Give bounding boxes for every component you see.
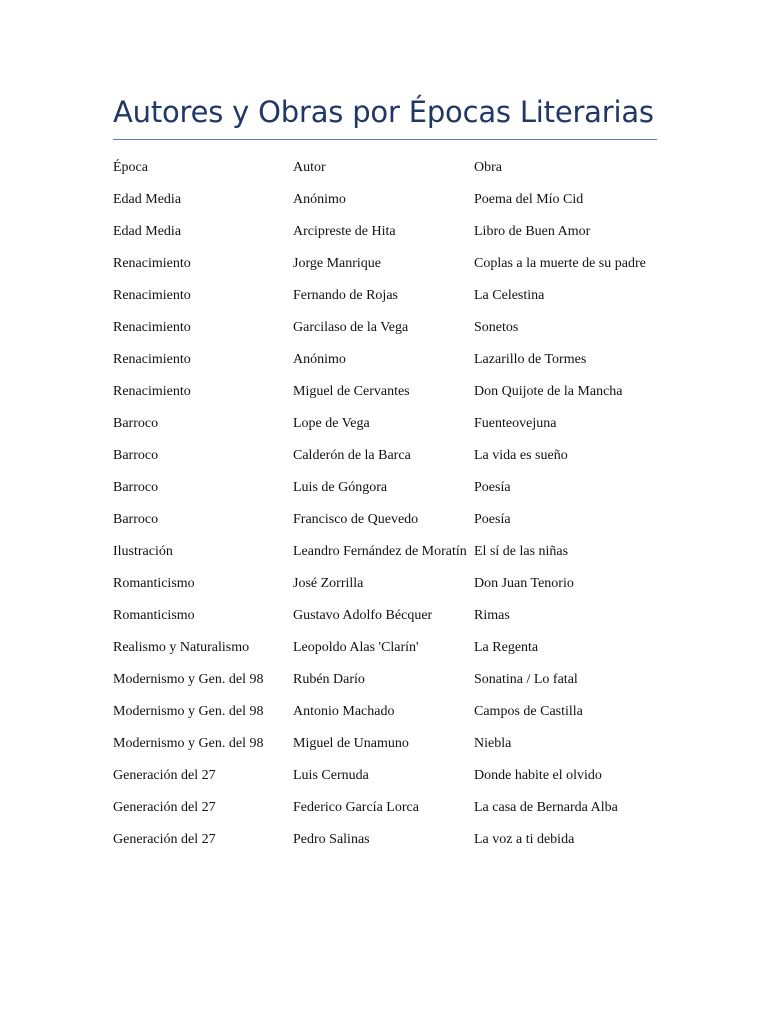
cell-epoca: Barroco [113, 512, 159, 527]
cell-epoca: Modernismo y Gen. del 98 [113, 704, 264, 719]
table-row [113, 382, 657, 414]
cell-epoca: Edad Media [113, 192, 182, 207]
cell-autor: Jorge Manrique [293, 256, 381, 271]
table-row [113, 254, 657, 286]
title-underline [113, 139, 657, 140]
table-row [113, 318, 657, 350]
cell-epoca: Edad Media [113, 224, 182, 239]
table-row [113, 414, 657, 446]
cell-epoca: Renacimiento [113, 256, 191, 271]
cell-autor: Antonio Machado [293, 704, 395, 719]
table-row [113, 766, 657, 798]
cell-obra: La vida es sueño [474, 448, 568, 463]
cell-epoca: Renacimiento [113, 288, 191, 303]
table-row [113, 286, 657, 318]
cell-autor: Calderón de la Barca [293, 448, 411, 463]
cell-autor: Luis de Góngora [293, 480, 388, 495]
table-row [113, 478, 657, 510]
cell-epoca: Generación del 27 [113, 768, 216, 783]
cell-obra: La casa de Bernarda Alba [474, 800, 618, 815]
cell-autor: Leopoldo Alas 'Clarín' [293, 640, 419, 655]
cell-obra: Don Quijote de la Mancha [474, 384, 623, 399]
cell-epoca: Ilustración [113, 544, 173, 559]
cell-autor: Arcipreste de Hita [293, 224, 396, 239]
cell-autor: Lope de Vega [293, 416, 370, 431]
cell-epoca: Renacimiento [113, 320, 191, 335]
cell-autor: Federico García Lorca [293, 800, 419, 815]
cell-epoca: Barroco [113, 448, 159, 463]
cell-obra: Don Juan Tenorio [474, 576, 574, 591]
cell-obra: Rimas [474, 608, 510, 623]
cell-autor: Miguel de Unamuno [293, 736, 409, 751]
table-row [113, 574, 657, 606]
cell-autor: Leandro Fernández de Moratín [293, 544, 467, 559]
cell-autor: Gustavo Adolfo Bécquer [293, 608, 433, 623]
cell-autor: Pedro Salinas [293, 832, 370, 847]
cell-obra: El sí de las niñas [474, 544, 569, 559]
cell-obra: Poesía [474, 480, 511, 495]
cell-autor: Miguel de Cervantes [293, 384, 410, 399]
cell-epoca: Romanticismo [113, 608, 195, 623]
cell-autor: Anónimo [293, 352, 346, 367]
table-row [113, 446, 657, 478]
cell-autor: Garcilaso de la Vega [293, 320, 409, 335]
table-row [113, 606, 657, 638]
cell-epoca: Modernismo y Gen. del 98 [113, 736, 264, 751]
cell-obra: Sonatina / Lo fatal [474, 672, 578, 687]
table-row [113, 734, 657, 766]
cell-epoca: Barroco [113, 416, 159, 431]
cell-autor: Fernando de Rojas [293, 288, 398, 303]
cell-epoca: Barroco [113, 480, 159, 495]
cell-obra: La Celestina [474, 288, 545, 303]
cell-obra: Poesía [474, 512, 511, 527]
table-row [113, 350, 657, 382]
cell-obra: Donde habite el olvido [474, 768, 602, 783]
cell-autor: Luis Cernuda [293, 768, 369, 783]
table-row [113, 798, 657, 830]
cell-obra: Campos de Castilla [474, 704, 583, 719]
cell-epoca: Romanticismo [113, 576, 195, 591]
cell-autor: José Zorrilla [293, 576, 364, 591]
page-title: Autores y Obras por Épocas Literarias [113, 95, 654, 129]
table-row [113, 670, 657, 702]
header-epoca: Época [113, 160, 148, 175]
cell-autor: Francisco de Quevedo [293, 512, 419, 527]
header-obra: Obra [474, 160, 502, 175]
cell-epoca: Renacimiento [113, 384, 191, 399]
table-row [113, 638, 657, 670]
cell-epoca: Renacimiento [113, 352, 191, 367]
cell-obra: Poema del Mío Cid [474, 192, 584, 207]
cell-obra: Sonetos [474, 320, 519, 335]
table-row [113, 830, 657, 862]
cell-autor: Anónimo [293, 192, 346, 207]
table-row [113, 190, 657, 222]
cell-obra: Libro de Buen Amor [474, 224, 591, 239]
cell-obra: Niebla [474, 736, 512, 751]
table-row [113, 702, 657, 734]
cell-obra: La voz a ti debida [474, 832, 575, 847]
table-row [113, 510, 657, 542]
table-row [113, 542, 657, 574]
cell-epoca: Modernismo y Gen. del 98 [113, 672, 264, 687]
cell-obra: Lazarillo de Tormes [474, 352, 587, 367]
cell-epoca: Generación del 27 [113, 832, 216, 847]
authors-works-table [113, 158, 657, 862]
cell-epoca: Realismo y Naturalismo [113, 640, 250, 655]
table-header-row [113, 158, 657, 190]
cell-autor: Rubén Darío [293, 672, 365, 687]
table-row [113, 222, 657, 254]
cell-epoca: Generación del 27 [113, 800, 216, 815]
cell-obra: Fuenteovejuna [474, 416, 557, 431]
header-autor: Autor [293, 160, 326, 175]
cell-obra: Coplas a la muerte de su padre [474, 256, 646, 271]
cell-obra: La Regenta [474, 640, 539, 655]
